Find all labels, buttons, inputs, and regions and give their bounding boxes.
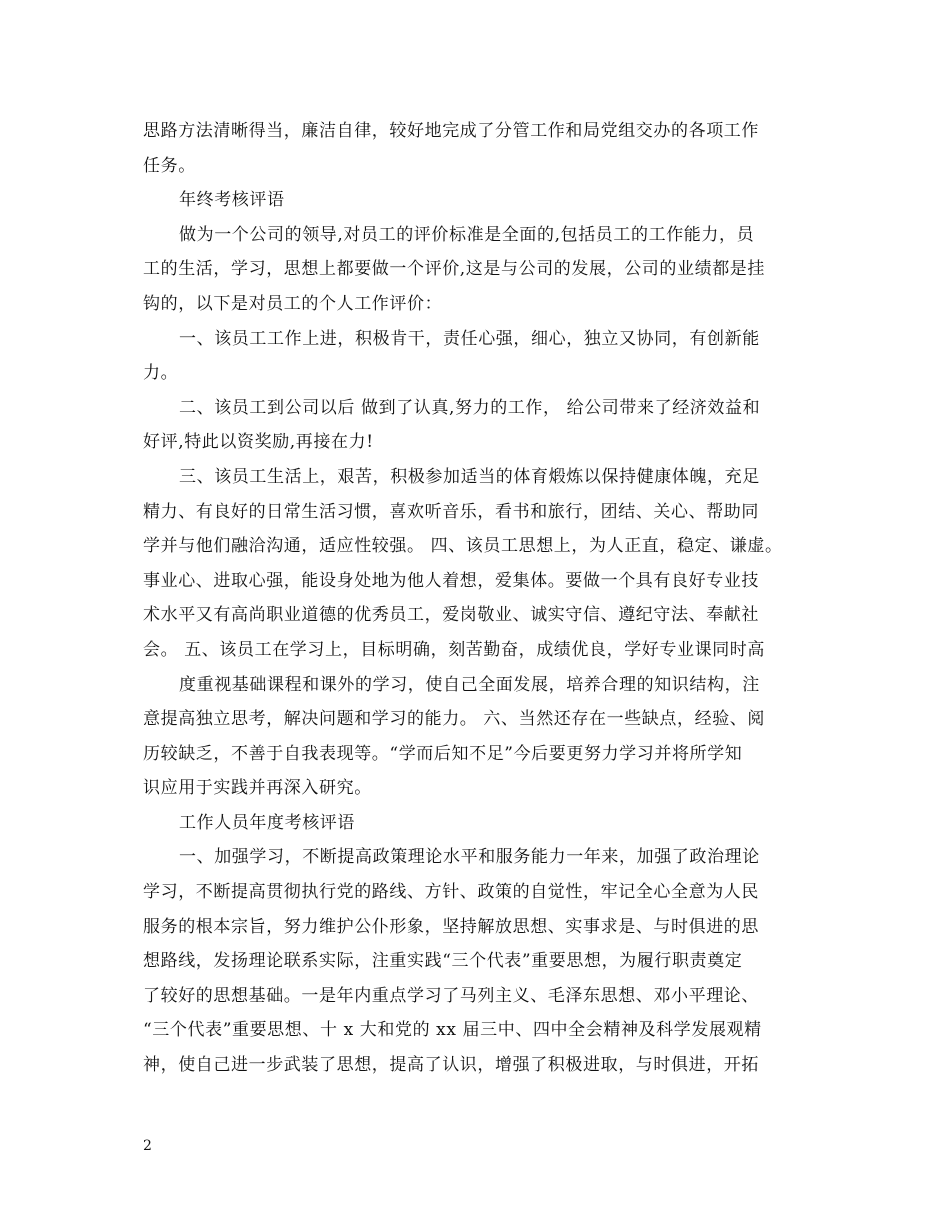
text-line: 三、该员工生活上，艰苦，积极参加适当的体育煅炼以保持健康体魄，充足 [179, 466, 760, 487]
text-line: 神，使自己进一步武装了思想，提高了认识，增强了积极进取，与时俱进，开拓 [143, 1055, 759, 1076]
text-line: 任务。 [143, 155, 196, 176]
text-line: 服务的根本宗旨，努力维护公仆形象，坚持解放思想、实事求是、与时俱进的思 [143, 916, 759, 937]
text-line: 度重视基础课程和课外的学习，使自己全面发展，培养合理的知识结构，注 [179, 674, 760, 695]
text-line: 意提高独立思考，解决问题和学习的能力。 六、当然还存在一些缺点，经验、阅 [143, 709, 766, 730]
text-line: 识应用于实践并再深入研究。 [143, 778, 372, 799]
text-line: 术水平又有高尚职业道德的优秀员工，爱岗敬业、诚实守信、遵纪守法、奉献社 [143, 605, 759, 626]
text-line: 工作人员年度考核评语 [179, 812, 355, 833]
text-line: 好评,特此以资奖励,再接在力! [143, 432, 374, 453]
text-line: 做为一个公司的领导,对员工的评价标准是全面的,包括员工的工作能力，员 [179, 224, 755, 245]
text-line: 学并与他们融洽沟通，适应性较强。 四、该员工思想上，为人正直，稳定、谦虚。 [143, 536, 783, 557]
text-line: 钩的，以下是对员工的个人工作评价： [143, 293, 443, 314]
text-line: 工的生活，学习，思想上都要做一个评价,这是与公司的发展，公司的业绩都是挂 [143, 259, 766, 280]
text-line: 学习，不断提高贯彻执行党的路线、方针、政策的自觉性，牢记全心全意为人民 [143, 882, 759, 903]
text-line: 了较好的思想基础。一是年内重点学习了马列主义、毛泽东思想、邓小平理论、 [143, 985, 759, 1006]
document-body [143, 114, 843, 1083]
text-line: 二、该员工到公司以后 做到了认真,努力的工作， 给公司带来了经济效益和 [179, 397, 761, 418]
text-line: 精力、有良好的日常生活习惯，喜欢听音乐，看书和旅行，团结、关心、帮助同 [143, 501, 759, 522]
text-line: 一、加强学习，不断提高政策理论水平和服务能力一年来，加强了政治理论 [179, 847, 760, 868]
text-line: 年终考核评语 [179, 190, 285, 211]
text-line: 思路方法清晰得当，廉洁自律，较好地完成了分管工作和局党组交办的各项工作 [143, 121, 759, 141]
text-line: 会。 五、该员工在学习上，目标明确，刻苦勤奋，成绩优良，学好专业课同时高 [143, 639, 766, 660]
text-line: 一、该员工工作上进，积极肯干，责任心强，细心，独立又协同，有创新能 [179, 328, 760, 349]
text-line: 想路线，发扬理论联系实际，注重实践“三个代表”重要思想，为履行职责奠定 [143, 951, 743, 972]
text-line: “三个代表”重要思想、十 x 大和党的 xx 届三中、四中全会精神及科学发展观精 [143, 1020, 762, 1041]
text-line: 历较缺乏，不善于自我表现等。“学而后知不足”今后要更努力学习并将所学知 [143, 743, 743, 764]
page-number: 2 [143, 1138, 152, 1154]
text-line: 力。 [143, 363, 179, 384]
text-line: 事业心、进取心强，能设身处地为他人着想，爱集体。要做一个具有良好专业技 [143, 570, 759, 591]
